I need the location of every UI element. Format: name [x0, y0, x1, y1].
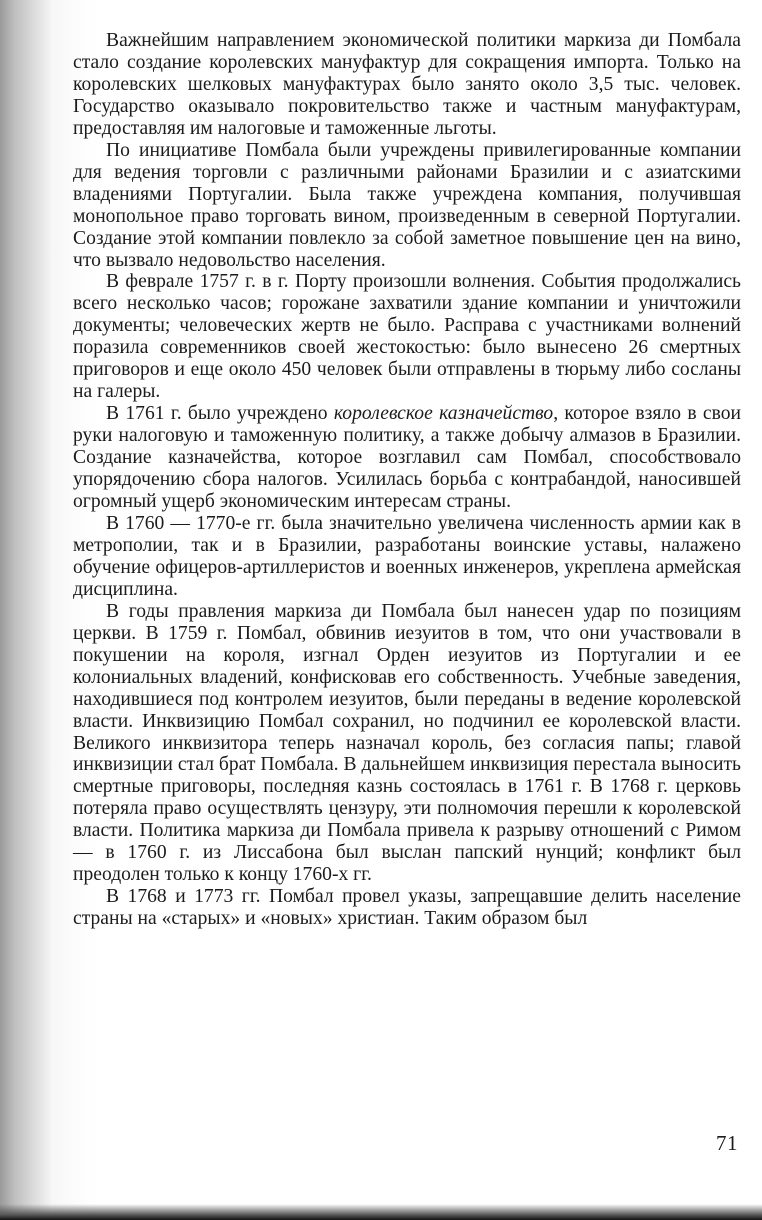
book-spine-shadow: [0, 0, 52, 1220]
paragraph-7: [73, 886, 741, 930]
page-bottom-edge: [0, 1204, 762, 1220]
paragraph-6: [73, 601, 741, 886]
text-run: В годы правления маркиза ди Помбала был нанесен удар по позициям церкви. В 1759 г. Помбал, обвинив иезуитов в том, что они участвовали в покушении на короля, изгнал Орден иезуитов из Португалии и ее колониальных владений, конфисковав его собственность. Учебные заведения, находившиеся под контролем иезуитов, были переданы в ведение королевской власти. Инквизицию Помбал сохранил, но подчинил ее королевской власти. Великого инквизитора теперь назначал король, без согласия папы; главой инквизиции стал брат Помбала. В дальнейшем инквизиция перестала выносить смертные приговоры, последняя казнь состоялась в 1761 г. В 1768 г. церковь потеряла право осуществлять цензуру, эти полномочия перешли к королевской власти. Политика маркиза ди Помбала привела к разрыву отношений с Римом — в 1760 г. из Лиссабона был выслан папский нунций; конфликт был преодолен только к концу 1760-х гг.: [73, 600, 741, 886]
paragraph-5: [73, 513, 741, 601]
paragraph-1: [73, 30, 741, 140]
text-run: В 1761 г. было учреждено: [106, 403, 334, 425]
text-run: В феврале 1757 г. в г. Порту произошли волнения. События продолжались всего несколько часов; горожане захватили здание компании и уничтожили документы; человеческих жертв не было. Расправа с участниками волнений поразила современников своей жестокостью: было вынесено 26 смертных приговоров и еще около 450 человек были отправлены в тюрьму либо сосланы на галеры.: [73, 271, 741, 403]
paragraph-4: [73, 403, 741, 513]
text-run: , которое взяло в свои руки налоговую и таможенную политику, а также добычу алмазов в Бразилии. Создание казначейства, которое возглавил сам Помбал, способствовало упорядочению сбора налогов. Усилилась борьба с контрабандой, наносившей огромный ущерб экономическим интересам страны.: [73, 403, 741, 513]
text-run: Важнейшим направлением экономической политики маркиза ди Помбала стало создание королевских мануфактур для сокращения импорта. Только на королевских шелковых мануфактурах было занято около 3,5 тыс. человек. Государство оказывало покровительство также и частным мануфактурам, предоставляя им налоговые и таможенные льготы.: [73, 30, 741, 139]
paragraph-3: [73, 271, 741, 403]
italic-term: королевское казначейство: [333, 403, 554, 425]
text-run: По инициативе Помбала были учреждены привилегированные компании для ведения торговли с различными районами Бразилии и с азиатскими владениями Португалии. Была также учреждена компания, получившая монопольное право торговать вином, произведенным в северной Португалии. Создание этой компании повлекло за собой заметное повышение цен на вино, что вызвало недовольство населения.: [73, 139, 741, 271]
paragraph-2: [73, 140, 741, 272]
text-run: В 1768 и 1773 гг. Помбал провел указы, запрещавшие делить население страны на «старых» и «новых» христиан. Таким образом был: [73, 886, 741, 930]
text-run: В 1760 — 1770-е гг. была значительно увеличена численность армии как в метрополии, так и в Бразилии, разработаны воинские уставы, налажено обучение офицеров-артиллеристов и военных инженеров, укреплена армейская дисциплина.: [73, 512, 741, 600]
body-text: [73, 30, 741, 930]
page-number: 71: [716, 1131, 738, 1155]
